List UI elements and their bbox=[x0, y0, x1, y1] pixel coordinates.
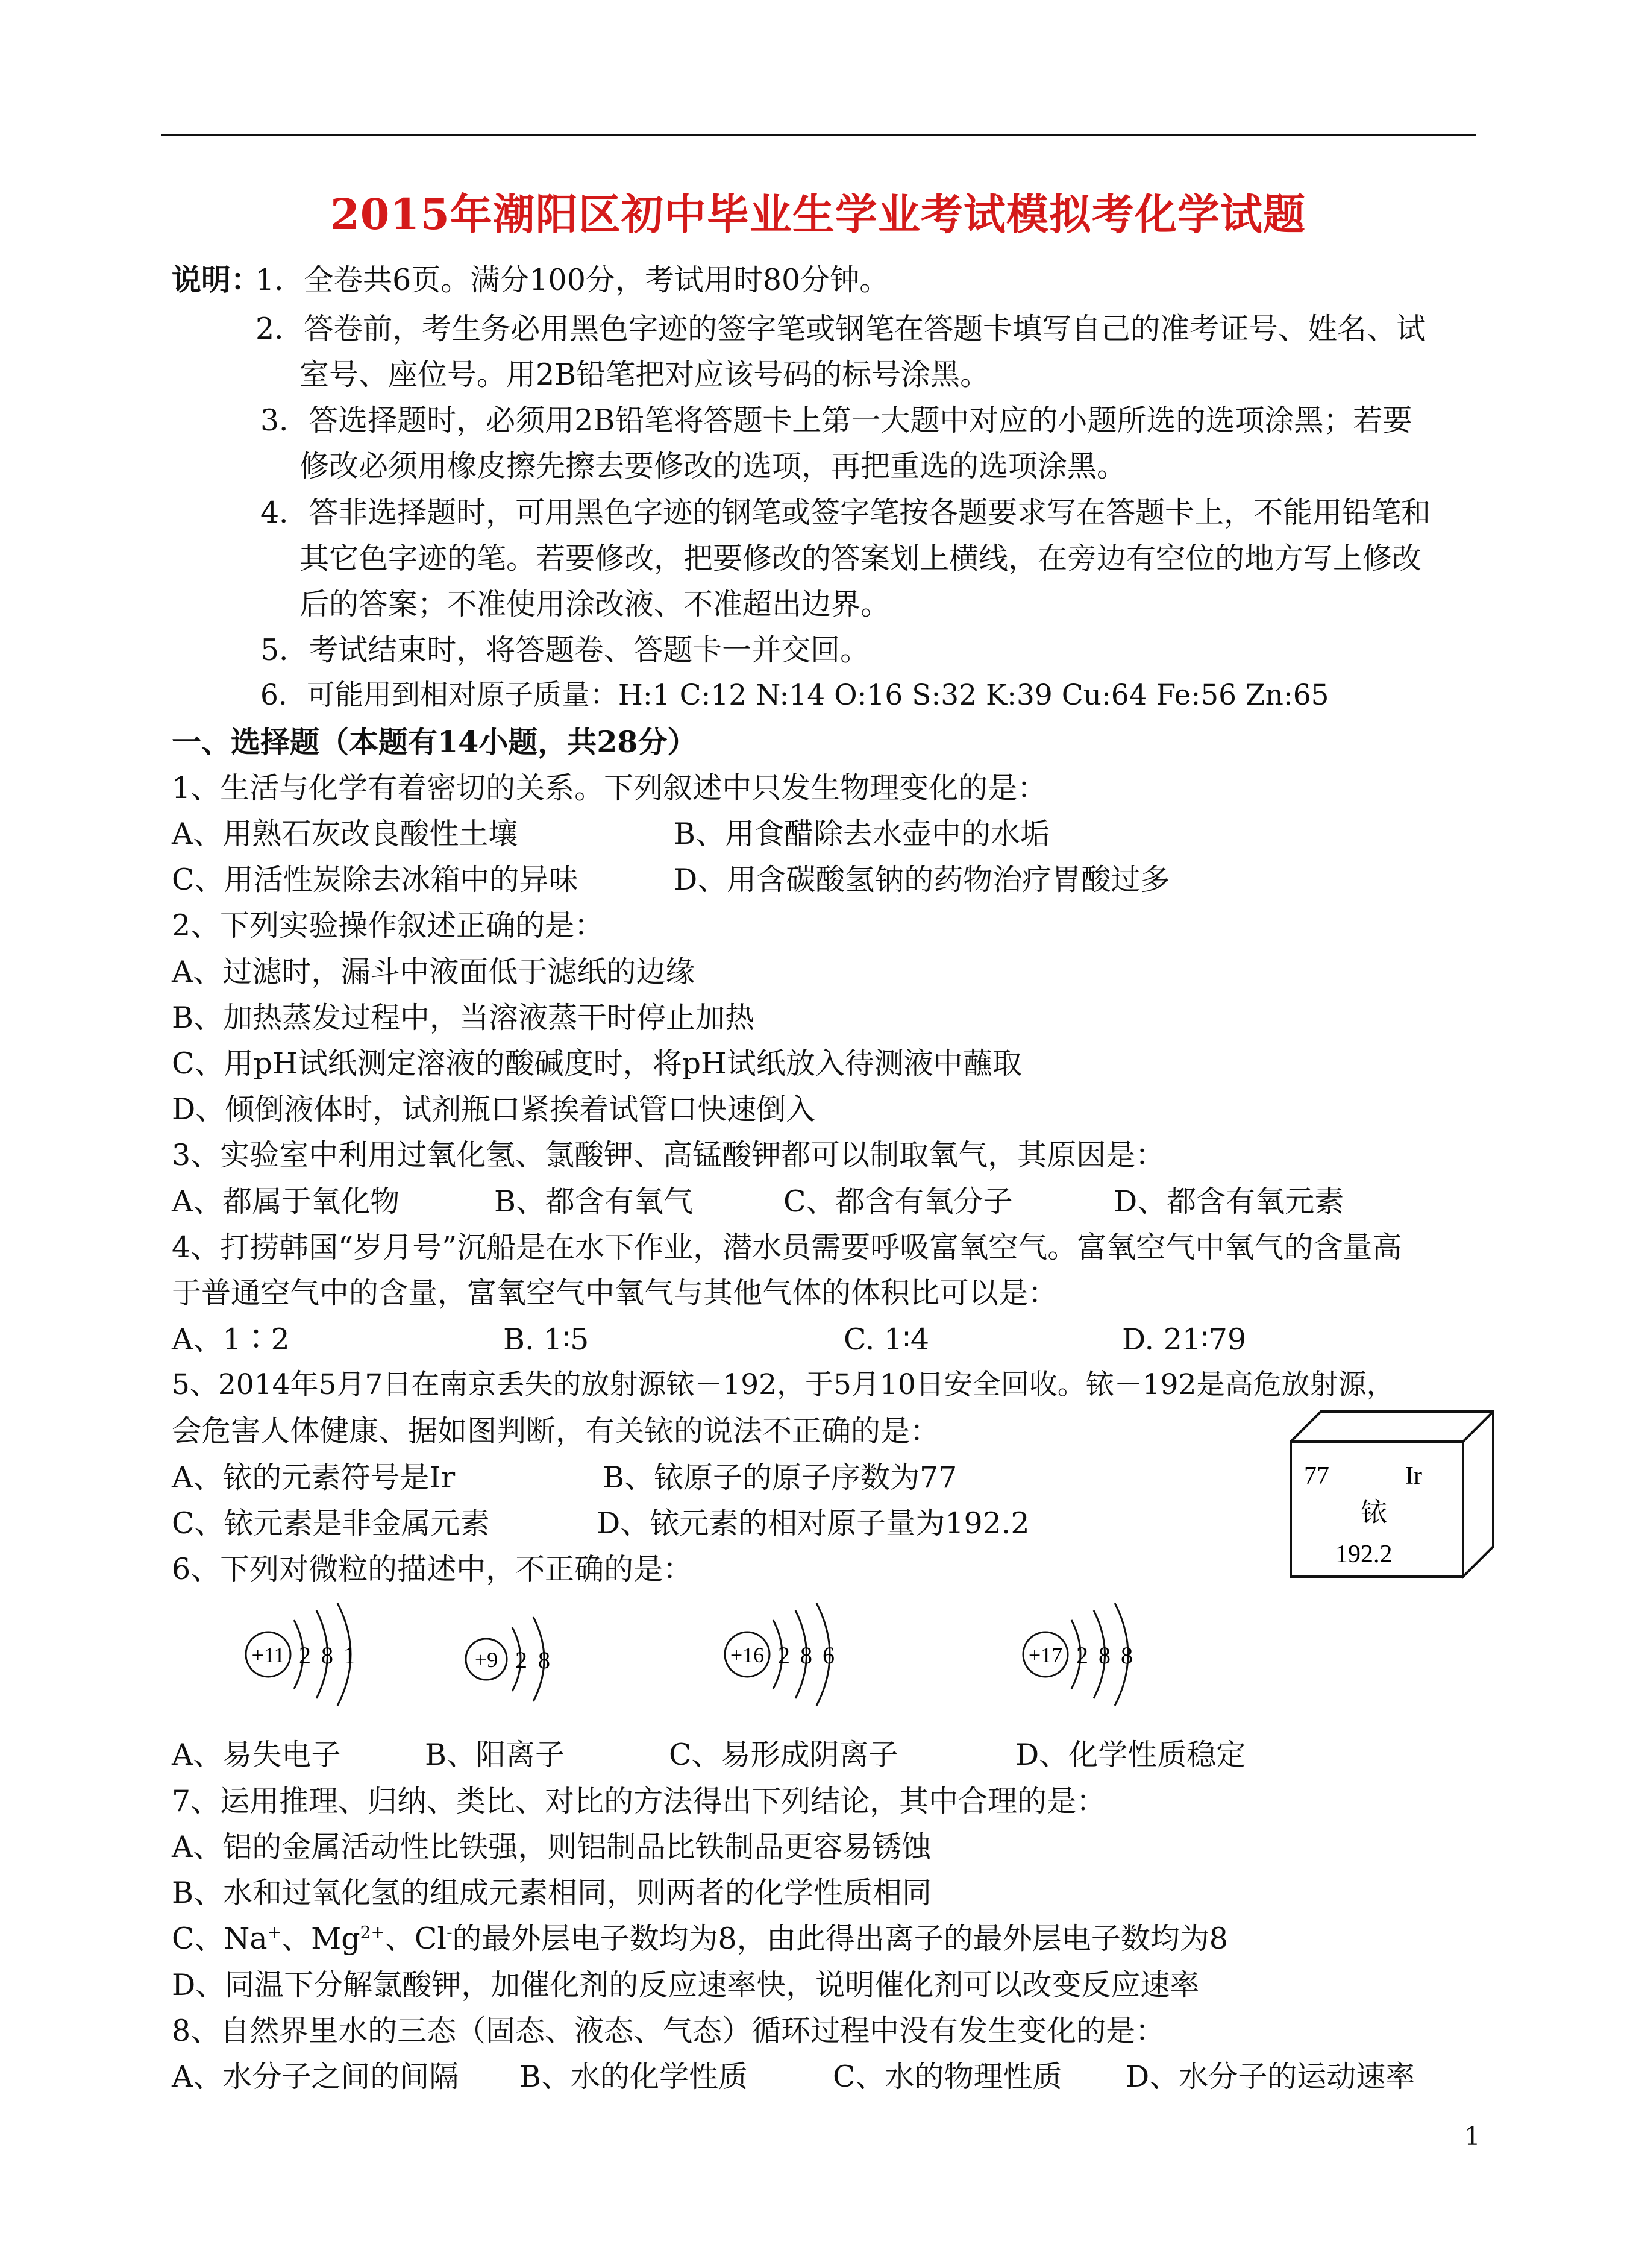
option-c: C、易形成阴离子 bbox=[669, 1738, 898, 1772]
shell-electrons: 1 bbox=[343, 1642, 356, 1669]
option-c: C、用pH试纸测定溶液的酸碱度时，将pH试纸放入待测液中蘸取 bbox=[172, 1046, 1022, 1081]
question-stem-cont: 会危害人体健康、据如图判断，有关铱的说法不正确的是： bbox=[172, 1414, 940, 1448]
header-rule bbox=[161, 134, 1476, 136]
option-b: B、用食醋除去水壶中的水垢 bbox=[674, 817, 1050, 851]
atom-structure-diagram bbox=[720, 1597, 853, 1712]
shell-electrons: 2 bbox=[778, 1642, 790, 1669]
option-b: B、水的化学性质 bbox=[519, 2059, 748, 2094]
instruction-item: 后的答案；不准使用涂改液、不准超出边界。 bbox=[299, 587, 891, 621]
option-a: A、用熟石灰改良酸性土壤 bbox=[172, 817, 518, 851]
option-d: D、水分子的运动速率 bbox=[1126, 2059, 1415, 2094]
question-stem: 2、下列实验操作叙述正确的是： bbox=[172, 908, 604, 943]
option-a: A、铱的元素符号是Ir bbox=[172, 1460, 456, 1495]
shell-electrons: 8 bbox=[321, 1642, 333, 1669]
page-title: 2015年潮阳区初中毕业生学业考试模拟考化学试题 bbox=[330, 189, 1306, 239]
element-card-iridium bbox=[1290, 1410, 1494, 1579]
option-c-text: 、Mg bbox=[281, 1921, 360, 1956]
nucleus-charge: +17 bbox=[1028, 1643, 1063, 1667]
element-number: 77 bbox=[1304, 1462, 1329, 1490]
page-number: 1 bbox=[1464, 2122, 1481, 2151]
option-c bbox=[172, 1921, 1228, 1956]
shell-electrons: 2 bbox=[299, 1642, 311, 1669]
instruction-item: 5．考试结束时，将答题卷、答题卡一并交回。 bbox=[260, 633, 870, 667]
option-a: A、铝的金属活动性比铁强，则铝制品比铁制品更容易锈蚀 bbox=[172, 1830, 932, 1864]
option-d: D、化学性质稳定 bbox=[1015, 1738, 1246, 1772]
ion-charge: - bbox=[447, 1922, 453, 1943]
nucleus-charge: +9 bbox=[474, 1648, 498, 1672]
shell-electrons: 6 bbox=[823, 1642, 835, 1669]
instruction-item: 1．全卷共6页。满分100分，考试用时80分钟。 bbox=[255, 263, 889, 297]
element-symbol: Ir bbox=[1405, 1462, 1422, 1490]
ion-structure-diagram bbox=[1018, 1597, 1151, 1712]
instruction-item: 3．答选择题时，必须用2B铅笔将答题卡上第一大题中对应的小题所选的选项涂黑；若要 bbox=[260, 403, 1412, 438]
shell-electrons: 8 bbox=[800, 1642, 812, 1669]
ion-charge: + bbox=[267, 1922, 282, 1943]
element-name: 铱 bbox=[1361, 1497, 1387, 1528]
question-stem: 7、运用推理、归纳、类比、对比的方法得出下列结论，其中合理的是： bbox=[172, 1784, 1106, 1818]
shell-electrons: 8 bbox=[1099, 1642, 1111, 1669]
option-a: A、过滤时，漏斗中液面低于滤纸的边缘 bbox=[172, 955, 695, 989]
ion-charge: 2+ bbox=[360, 1922, 385, 1943]
option-b: B、水和过氧化氢的组成元素相同，则两者的化学性质相同 bbox=[172, 1876, 932, 1910]
nucleus-charge: +16 bbox=[730, 1643, 765, 1667]
shell-electrons: 8 bbox=[538, 1647, 550, 1674]
question-stem: 8、自然界里水的三态（固态、液态、气态）循环过程中没有发生变化的是： bbox=[172, 2014, 1165, 2048]
question-stem: 5、2014年5月7日在南京丢失的放射源铱－192，于5月10日安全回收。铱－192是高危放射源， bbox=[172, 1368, 1395, 1401]
atom-structure-diagram bbox=[241, 1597, 374, 1712]
option-c-text: C、Na bbox=[172, 1921, 268, 1956]
option-c: C、水的物理性质 bbox=[833, 2059, 1062, 2094]
shell-electrons: 2 bbox=[515, 1647, 527, 1674]
instructions-label: 说明： bbox=[172, 262, 261, 297]
instruction-item: 其它色字迹的笔。若要修改，把要修改的答案划上横线，在旁边有空位的地方写上修改 bbox=[299, 541, 1422, 576]
question-stem: 6、下列对微粒的描述中，不正确的是： bbox=[172, 1552, 693, 1586]
option-c-text: 的最外层电子数均为8，由此得出离子的最外层电子数均为8 bbox=[452, 1921, 1228, 1956]
option-c: C、都含有氧分子 bbox=[783, 1184, 1013, 1219]
option-b: B. 1∶5 bbox=[503, 1322, 589, 1357]
instruction-item: 4．答非选择题时，可用黑色字迹的钢笔或签字笔按各题要求写在答题卡上，不能用铅笔和 bbox=[260, 495, 1431, 530]
option-a: A、都属于氧化物 bbox=[172, 1184, 400, 1219]
option-a: A、易失电子 bbox=[172, 1738, 341, 1772]
question-stem-cont: 于普通空气中的含量，富氧空气中氧气与其他气体的体积比可以是： bbox=[172, 1276, 1058, 1310]
option-d: D、用含碳酸氢钠的药物治疗胃酸过多 bbox=[674, 862, 1170, 897]
option-c: C. 1∶4 bbox=[844, 1322, 929, 1357]
question-stem: 4、打捞韩国“岁月号”沉船是在水下作业，潜水员需要呼吸富氧空气。富氧空气中氧气的含量高 bbox=[172, 1230, 1402, 1264]
option-a: A、水分子之间的间隔 bbox=[172, 2059, 459, 2094]
ion-structure-diagram bbox=[461, 1606, 569, 1709]
option-c-text: 、Cl bbox=[384, 1921, 447, 1956]
nucleus-charge: +11 bbox=[251, 1643, 285, 1667]
question-stem: 1、生活与化学有着密切的关系。下列叙述中只发生物理变化的是： bbox=[172, 771, 1047, 805]
element-mass: 192.2 bbox=[1335, 1541, 1393, 1568]
option-c: C、铱元素是非金属元素 bbox=[172, 1506, 490, 1541]
option-a: A、1∶2 bbox=[172, 1322, 290, 1357]
question-stem: 3、实验室中利用过氧化氢、氯酸钾、高锰酸钾都可以制取氧气，其原因是： bbox=[172, 1138, 1165, 1172]
option-d: D、铱元素的相对原子量为192.2 bbox=[597, 1506, 1030, 1541]
option-b: B、铱原子的原子序数为77 bbox=[603, 1460, 957, 1495]
option-c: C、用活性炭除去冰箱中的异味 bbox=[172, 862, 578, 897]
instruction-item: 6．可能用到相对原子质量：H:1 C:12 N:14 O:16 S:32 K:39 Cu:64 Fe:56 Zn:65 bbox=[260, 679, 1329, 712]
option-b: B、加热蒸发过程中，当溶液蒸干时停止加热 bbox=[172, 1000, 755, 1035]
instruction-item: 修改必须用橡皮擦先擦去要修改的选项，再把重选的选项涂黑。 bbox=[299, 449, 1127, 483]
section-heading: 一、选择题（本题有14小题，共28分） bbox=[172, 724, 697, 759]
option-d: D、都含有氧元素 bbox=[1114, 1184, 1344, 1219]
option-d: D. 21∶79 bbox=[1122, 1322, 1247, 1357]
option-d: D、倾倒液体时，试剂瓶口紧挨着试管口快速倒入 bbox=[172, 1092, 816, 1126]
instruction-item: 室号、座位号。用2B铅笔把对应该号码的标号涂黑。 bbox=[299, 357, 990, 392]
option-b: B、阳离子 bbox=[425, 1738, 565, 1772]
shell-electrons: 2 bbox=[1076, 1642, 1088, 1669]
option-d: D、同温下分解氯酸钾，加催化剂的反应速率快，说明催化剂可以改变反应速率 bbox=[172, 1968, 1200, 2002]
instruction-item: 2．答卷前，考生务必用黑色字迹的签字笔或钢笔在答题卡填写自己的准考证号、姓名、试 bbox=[255, 312, 1426, 346]
option-b: B、都含有氧气 bbox=[494, 1184, 694, 1219]
shell-electrons: 8 bbox=[1121, 1642, 1133, 1669]
